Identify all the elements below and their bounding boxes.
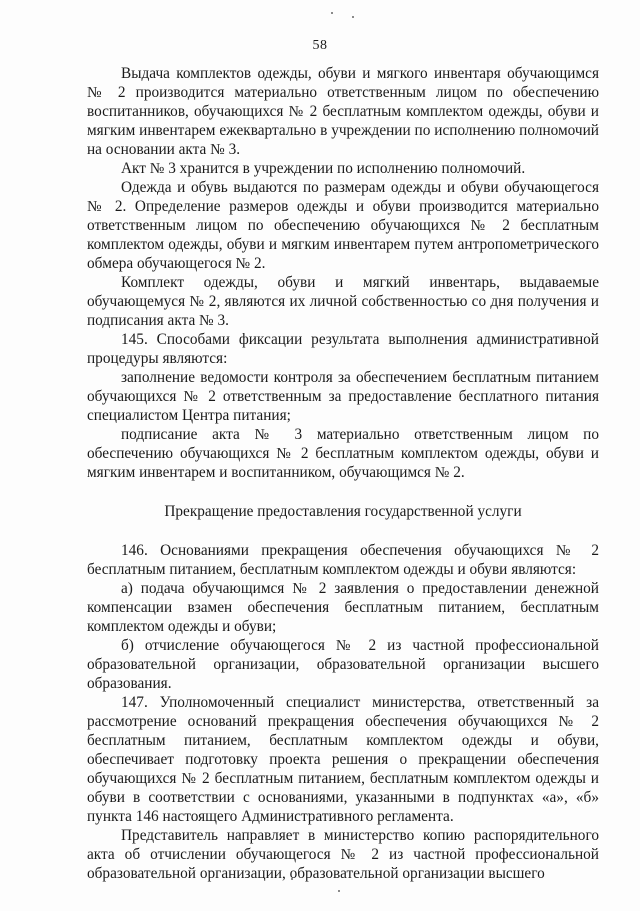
page-number: 58	[312, 38, 328, 53]
document-body	[87, 64, 599, 883]
paragraph-146: 146. Основаниями прекращения обеспечения обучающихся № 2 бесплатным питанием, бесплатным комплектом одежды и обуви являются:	[87, 542, 599, 578]
scan-artifact	[338, 890, 340, 892]
paragraph-clothing-issue: Выдача комплектов одежды, обуви и мягкого инвентаря обучающимся № 2 производится материально ответственным лицом по обеспечению воспитанников, обучающихся № 2 бесплатным комплектом одежды, обуви и мягким инвентарем ежеквартально в учреждении по исполнению полномочий на основании акта № 3.	[87, 65, 599, 158]
scan-artifact	[331, 12, 333, 14]
paragraph-146-b: б) отчисление обучающегося № 2 из частной профессиональной образовательной организации, образовательной организации высшего образования.	[87, 637, 599, 692]
paragraph-ownership: Комплект одежды, обуви и мягкий инвентарь, выдаваемые обучающемуся № 2, являются их личной собственностью со дня получения и подписания акта № 3.	[87, 274, 599, 329]
paragraph-145-item-2: подписание акта № 3 материально ответственным лицом по обеспечению обучающихся № 2 бесплатным комплектом одежды, обуви и мягким инвентарем и воспитанником, обучающимся № 2.	[87, 426, 599, 481]
paragraph-147: 147. Уполномоченный специалист министерства, ответственный за рассмотрение оснований прекращения обеспечения обучающихся № 2 бесплатным питанием, бесплатным комплектом одежды и обуви, обеспечивает подготовку проекта решения о прекращении обеспечения обучающихся № 2 бесплатным питанием, бесплатным комплектом одежды и обуви в соответствии с основаниями, указанными в подпунктах «а», «б» пункта 146 настоящего Административного регламента.	[87, 694, 599, 825]
paragraph-act-storage: Акт № 3 хранится в учреждении по исполнению полномочий.	[121, 160, 526, 177]
paragraph-145-item-1: заполнение ведомости контроля за обеспечением бесплатным питанием обучающихся № 2 ответственным за предоставление бесплатного питания специалистом Центра питания;	[87, 369, 599, 424]
section-heading: Прекращение предоставления государственной услуги	[164, 503, 522, 520]
paragraph-146-a: а) подача обучающимся № 2 заявления о предоставлении денежной компенсации взамен обеспечения бесплатным питанием, бесплатным комплектом одежды и обуви;	[87, 580, 599, 635]
scan-artifact	[352, 16, 354, 18]
paragraph-145: 145. Способами фиксации результата выполнения административной процедуры являются:	[87, 331, 599, 367]
paragraph-representative: Представитель направляет в министерство копию распорядительного акта об отчислении обучающегося № 2 из частной профессиональной образовательной организации, образовательной организации высшего	[87, 827, 599, 882]
paragraph-sizes: Одежда и обувь выдаются по размерам одежды и обуви обучающегося № 2. Определение размеров одежды и обуви производится материально ответственным лицом по обеспечению обучающихся № 2 бесплатным комплектом одежды, обуви и мягким инвентарем путем антропометрического обмера обучающегося № 2.	[87, 179, 599, 272]
